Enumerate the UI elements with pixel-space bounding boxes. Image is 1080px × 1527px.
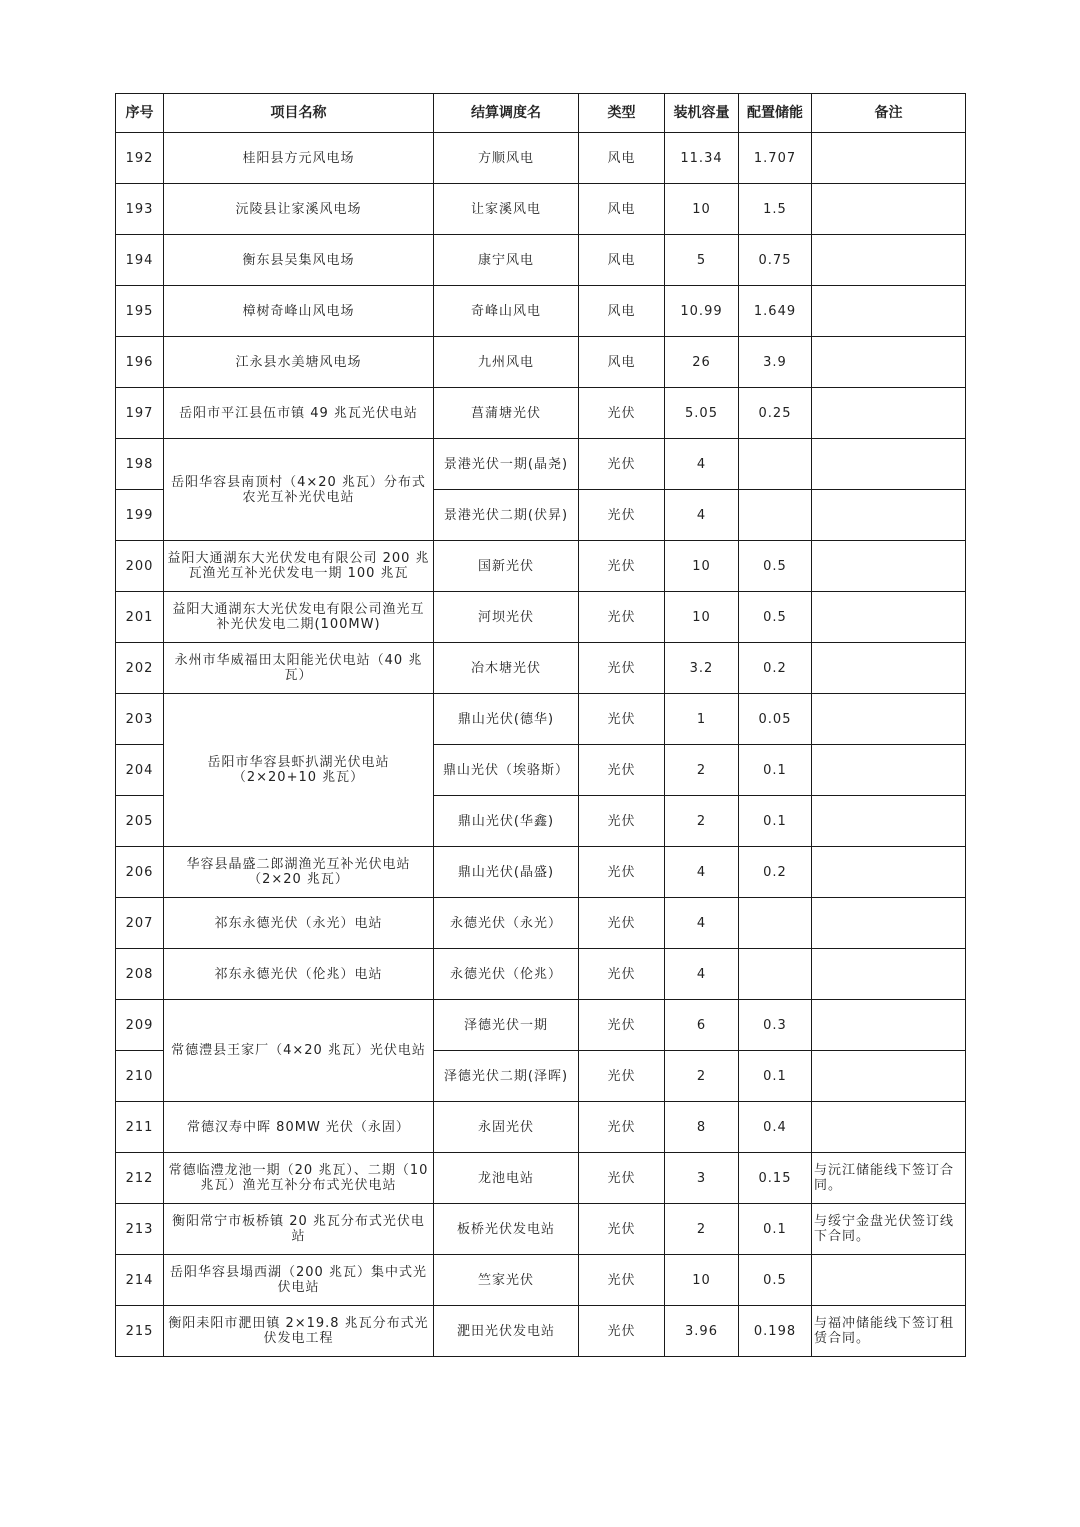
cell-seq: 195: [116, 286, 164, 337]
cell-project-name: 衡东县吴集风电场: [164, 235, 434, 286]
cell-dispatch-name: 鼎山光伏（埃骆斯）: [434, 745, 579, 796]
table-row: [116, 541, 966, 592]
cell-project-name: 江永县水美塘风电场: [164, 337, 434, 388]
header-type: 类型: [579, 94, 665, 133]
cell-dispatch-name: 永固光伏: [434, 1102, 579, 1153]
table-header-row: [116, 94, 966, 133]
cell-type: 光伏: [579, 1051, 665, 1102]
cell-capacity: 4: [665, 490, 739, 541]
table-row: [116, 439, 966, 490]
cell-capacity: 4: [665, 847, 739, 898]
cell-type: 光伏: [579, 796, 665, 847]
cell-project-name: 益阳大通湖东大光伏发电有限公司 200 兆瓦渔光互补光伏发电一期 100 兆瓦: [164, 541, 434, 592]
table-row: [116, 388, 966, 439]
table-row: [116, 898, 966, 949]
cell-project-name: 常德澧县王家厂（4×20 兆瓦）光伏电站: [164, 1000, 434, 1102]
header-capacity: 装机容量: [665, 94, 739, 133]
cell-storage: 0.1: [739, 1051, 812, 1102]
cell-storage: [739, 490, 812, 541]
cell-note: 与沅江储能线下签订合同。: [812, 1153, 966, 1204]
cell-capacity: 5.05: [665, 388, 739, 439]
cell-dispatch-name: 永德光伏（永光）: [434, 898, 579, 949]
cell-capacity: 3.2: [665, 643, 739, 694]
cell-note: [812, 898, 966, 949]
cell-capacity: 2: [665, 745, 739, 796]
cell-type: 风电: [579, 235, 665, 286]
cell-note: [812, 235, 966, 286]
cell-type: 光伏: [579, 1204, 665, 1255]
cell-storage: 0.4: [739, 1102, 812, 1153]
cell-seq: 207: [116, 898, 164, 949]
cell-storage: 0.2: [739, 643, 812, 694]
cell-type: 风电: [579, 286, 665, 337]
header-dispatch-name: 结算调度名: [434, 94, 579, 133]
cell-dispatch-name: 让家溪风电: [434, 184, 579, 235]
cell-dispatch-name: 景港光伏二期(伏昇): [434, 490, 579, 541]
cell-storage: 1.649: [739, 286, 812, 337]
cell-type: 光伏: [579, 490, 665, 541]
header-project-name: 项目名称: [164, 94, 434, 133]
cell-note: [812, 592, 966, 643]
cell-dispatch-name: 景港光伏一期(晶尧): [434, 439, 579, 490]
table-row: [116, 133, 966, 184]
cell-capacity: 10: [665, 592, 739, 643]
cell-note: [812, 796, 966, 847]
cell-project-name: 华容县晶盛二郎湖渔光互补光伏电站（2×20 兆瓦）: [164, 847, 434, 898]
cell-note: [812, 286, 966, 337]
cell-storage: 1.5: [739, 184, 812, 235]
cell-type: 光伏: [579, 643, 665, 694]
cell-project-name: 岳阳华容县塌西湖（200 兆瓦）集中式光伏电站: [164, 1255, 434, 1306]
cell-dispatch-name: 康宁风电: [434, 235, 579, 286]
cell-note: [812, 541, 966, 592]
cell-capacity: 8: [665, 1102, 739, 1153]
cell-dispatch-name: 竺家光伏: [434, 1255, 579, 1306]
cell-note: [812, 1051, 966, 1102]
cell-capacity: 1: [665, 694, 739, 745]
table-row: [116, 1255, 966, 1306]
cell-storage: 0.1: [739, 1204, 812, 1255]
cell-dispatch-name: 国新光伏: [434, 541, 579, 592]
table-row: [116, 337, 966, 388]
cell-type: 风电: [579, 133, 665, 184]
cell-note: 与绥宁金盘光伏签订线下合同。: [812, 1204, 966, 1255]
cell-storage: 0.75: [739, 235, 812, 286]
cell-note: [812, 694, 966, 745]
table-row: [116, 286, 966, 337]
cell-dispatch-name: 鼎山光伏(德华): [434, 694, 579, 745]
cell-dispatch-name: 奇峰山风电: [434, 286, 579, 337]
cell-type: 光伏: [579, 1102, 665, 1153]
cell-seq: 215: [116, 1306, 164, 1357]
cell-type: 光伏: [579, 694, 665, 745]
table-row: [116, 184, 966, 235]
cell-storage: 0.05: [739, 694, 812, 745]
table-row: [116, 1204, 966, 1255]
cell-type: 光伏: [579, 439, 665, 490]
cell-seq: 205: [116, 796, 164, 847]
cell-capacity: 2: [665, 1204, 739, 1255]
cell-seq: 198: [116, 439, 164, 490]
cell-capacity: 4: [665, 949, 739, 1000]
cell-storage: 0.1: [739, 796, 812, 847]
cell-dispatch-name: 鼎山光伏(华鑫): [434, 796, 579, 847]
cell-project-name: 祁东永德光伏（永光）电站: [164, 898, 434, 949]
cell-capacity: 10.99: [665, 286, 739, 337]
cell-type: 光伏: [579, 541, 665, 592]
cell-dispatch-name: 淝田光伏发电站: [434, 1306, 579, 1357]
cell-type: 光伏: [579, 898, 665, 949]
cell-capacity: 4: [665, 439, 739, 490]
cell-project-name: 常德汉寿中晖 80MW 光伏（永固）: [164, 1102, 434, 1153]
table-row: [116, 1102, 966, 1153]
table-row: [116, 643, 966, 694]
cell-dispatch-name: 永德光伏（伦兆）: [434, 949, 579, 1000]
table-row: [116, 949, 966, 1000]
cell-project-name: 岳阳市华容县虾扒湖光伏电站（2×20+10 兆瓦）: [164, 694, 434, 847]
cell-storage: [739, 439, 812, 490]
cell-dispatch-name: 冶木塘光伏: [434, 643, 579, 694]
project-table: [115, 93, 966, 1357]
cell-dispatch-name: 鼎山光伏(晶盛): [434, 847, 579, 898]
table-row: [116, 847, 966, 898]
cell-capacity: 10: [665, 184, 739, 235]
table-row: [116, 1000, 966, 1051]
cell-seq: 196: [116, 337, 164, 388]
cell-storage: 0.5: [739, 541, 812, 592]
cell-seq: 212: [116, 1153, 164, 1204]
cell-note: [812, 847, 966, 898]
cell-seq: 209: [116, 1000, 164, 1051]
cell-storage: 0.198: [739, 1306, 812, 1357]
cell-type: 光伏: [579, 1153, 665, 1204]
cell-capacity: 3.96: [665, 1306, 739, 1357]
cell-seq: 206: [116, 847, 164, 898]
table-row: [116, 1306, 966, 1357]
cell-seq: 193: [116, 184, 164, 235]
cell-storage: 0.5: [739, 1255, 812, 1306]
cell-storage: 3.9: [739, 337, 812, 388]
cell-capacity: 11.34: [665, 133, 739, 184]
cell-type: 风电: [579, 337, 665, 388]
cell-storage: 0.5: [739, 592, 812, 643]
cell-capacity: 2: [665, 1051, 739, 1102]
header-note: 备注: [812, 94, 966, 133]
cell-type: 光伏: [579, 1306, 665, 1357]
cell-seq: 201: [116, 592, 164, 643]
cell-dispatch-name: 河坝光伏: [434, 592, 579, 643]
cell-seq: 214: [116, 1255, 164, 1306]
cell-note: 与福冲储能线下签订租赁合同。: [812, 1306, 966, 1357]
cell-seq: 192: [116, 133, 164, 184]
header-seq: 序号: [116, 94, 164, 133]
cell-note: [812, 1102, 966, 1153]
cell-note: [812, 133, 966, 184]
cell-note: [812, 337, 966, 388]
cell-type: 光伏: [579, 388, 665, 439]
cell-seq: 210: [116, 1051, 164, 1102]
cell-capacity: 6: [665, 1000, 739, 1051]
cell-seq: 204: [116, 745, 164, 796]
cell-dispatch-name: 九州风电: [434, 337, 579, 388]
cell-seq: 200: [116, 541, 164, 592]
cell-capacity: 5: [665, 235, 739, 286]
cell-storage: 0.2: [739, 847, 812, 898]
cell-project-name: 常德临澧龙池一期（20 兆瓦）、二期（10 兆瓦）渔光互补分布式光伏电站: [164, 1153, 434, 1204]
cell-note: [812, 745, 966, 796]
cell-storage: [739, 898, 812, 949]
cell-dispatch-name: 龙池电站: [434, 1153, 579, 1204]
cell-seq: 197: [116, 388, 164, 439]
cell-seq: 213: [116, 1204, 164, 1255]
cell-dispatch-name: 方顺风电: [434, 133, 579, 184]
cell-dispatch-name: 泽德光伏二期(泽晖): [434, 1051, 579, 1102]
cell-capacity: 26: [665, 337, 739, 388]
cell-note: [812, 1000, 966, 1051]
cell-storage: 0.25: [739, 388, 812, 439]
cell-project-name: 岳阳市平江县伍市镇 49 兆瓦光伏电站: [164, 388, 434, 439]
cell-storage: [739, 949, 812, 1000]
cell-type: 光伏: [579, 745, 665, 796]
cell-type: 光伏: [579, 847, 665, 898]
cell-storage: 0.15: [739, 1153, 812, 1204]
header-storage: 配置储能: [739, 94, 812, 133]
cell-dispatch-name: 泽德光伏一期: [434, 1000, 579, 1051]
cell-capacity: 10: [665, 1255, 739, 1306]
cell-note: [812, 388, 966, 439]
cell-note: [812, 439, 966, 490]
cell-project-name: 益阳大通湖东大光伏发电有限公司渔光互补光伏发电二期(100MW): [164, 592, 434, 643]
cell-dispatch-name: 板桥光伏发电站: [434, 1204, 579, 1255]
cell-type: 光伏: [579, 949, 665, 1000]
cell-type: 光伏: [579, 592, 665, 643]
cell-project-name: 衡阳常宁市板桥镇 20 兆瓦分布式光伏电站: [164, 1204, 434, 1255]
cell-capacity: 3: [665, 1153, 739, 1204]
cell-project-name: 衡阳耒阳市淝田镇 2×19.8 兆瓦分布式光伏发电工程: [164, 1306, 434, 1357]
table-row: [116, 1153, 966, 1204]
cell-dispatch-name: 菖蒲塘光伏: [434, 388, 579, 439]
cell-project-name: 岳阳华容县南顶村（4×20 兆瓦）分布式农光互补光伏电站: [164, 439, 434, 541]
cell-type: 风电: [579, 184, 665, 235]
cell-note: [812, 490, 966, 541]
cell-storage: 0.1: [739, 745, 812, 796]
cell-project-name: 樟树奇峰山风电场: [164, 286, 434, 337]
cell-capacity: 10: [665, 541, 739, 592]
cell-project-name: 永州市华威福田太阳能光伏电站（40 兆瓦）: [164, 643, 434, 694]
cell-note: [812, 1255, 966, 1306]
cell-capacity: 4: [665, 898, 739, 949]
table-row: [116, 235, 966, 286]
cell-seq: 211: [116, 1102, 164, 1153]
cell-note: [812, 184, 966, 235]
cell-project-name: 桂阳县方元风电场: [164, 133, 434, 184]
cell-seq: 203: [116, 694, 164, 745]
cell-seq: 194: [116, 235, 164, 286]
cell-type: 光伏: [579, 1000, 665, 1051]
cell-seq: 202: [116, 643, 164, 694]
cell-project-name: 沅陵县让家溪风电场: [164, 184, 434, 235]
cell-storage: 1.707: [739, 133, 812, 184]
table-row: [116, 694, 966, 745]
cell-type: 光伏: [579, 1255, 665, 1306]
cell-seq: 208: [116, 949, 164, 1000]
cell-note: [812, 643, 966, 694]
table-row: [116, 592, 966, 643]
cell-capacity: 2: [665, 796, 739, 847]
cell-note: [812, 949, 966, 1000]
cell-storage: 0.3: [739, 1000, 812, 1051]
cell-project-name: 祁东永德光伏（伦兆）电站: [164, 949, 434, 1000]
cell-seq: 199: [116, 490, 164, 541]
